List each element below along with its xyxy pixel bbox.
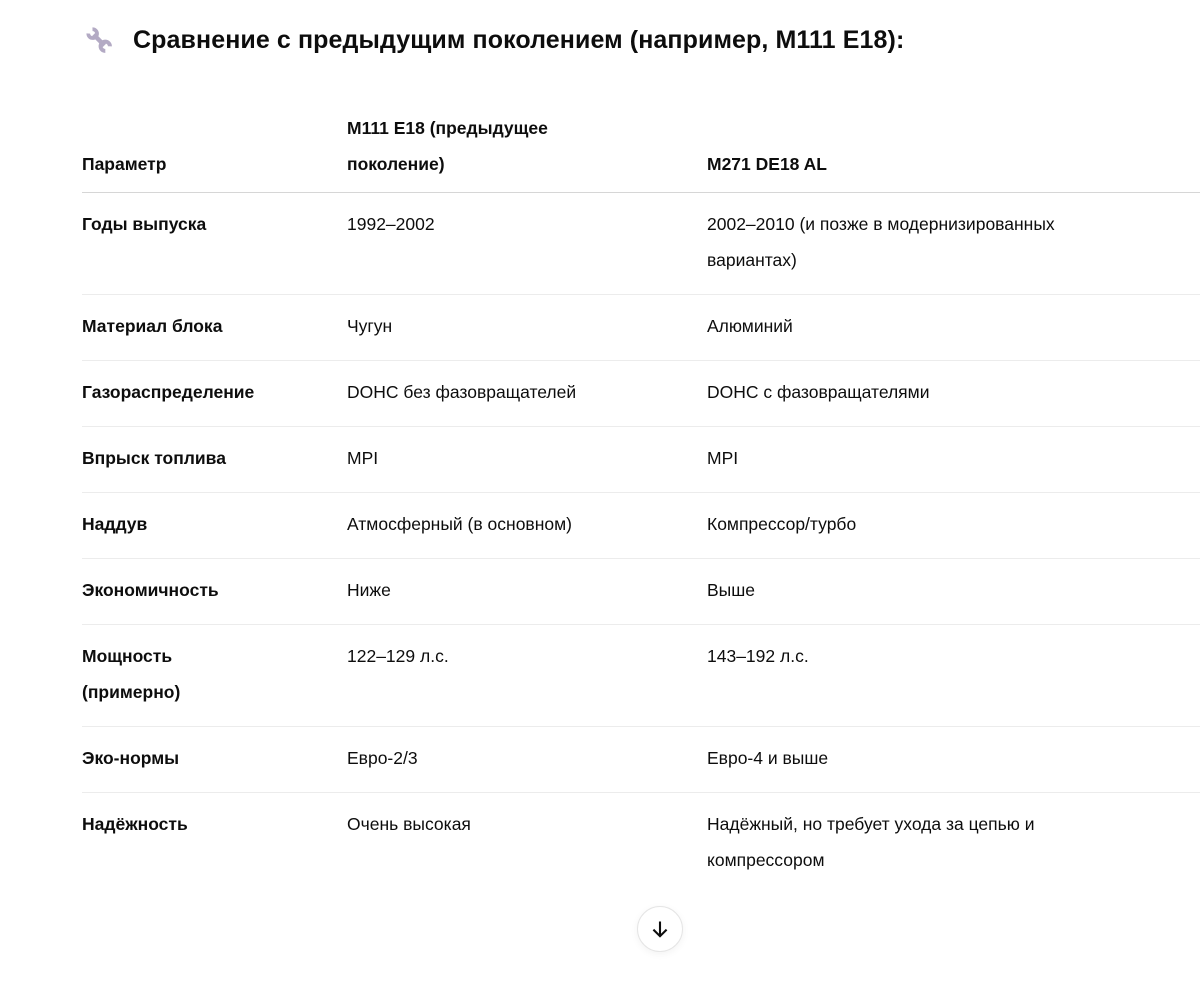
wrench-icon: [82, 23, 116, 57]
table-cell-m111: Ниже: [347, 580, 391, 600]
table-cell-m271: Надёжный, но требует ухода за цепью и компрессором: [707, 814, 1035, 870]
table-row: [82, 361, 1200, 427]
table-row: [82, 193, 1200, 295]
table-row: [82, 625, 1200, 727]
table-cell-parameter: Наддув: [82, 514, 148, 534]
table-cell-m271: MPI: [707, 448, 739, 468]
table-header-row: [82, 105, 1200, 193]
table-cell-parameter: Надёжность: [82, 814, 188, 834]
table-body: [82, 193, 1200, 894]
table-cell-m271: Алюминий: [707, 316, 793, 336]
table-cell-m271: DOHC с фазовращателями: [707, 382, 930, 402]
table-row: [82, 727, 1200, 793]
table-cell-m111: 122–129 л.с.: [347, 646, 449, 666]
table-row: [82, 493, 1200, 559]
section-heading: [82, 22, 1200, 58]
table-row: [82, 559, 1200, 625]
table-header-m271: M271 DE18 AL: [707, 154, 827, 174]
table-cell-m111: Чугун: [347, 316, 393, 336]
scroll-to-bottom-button[interactable]: [637, 906, 683, 952]
section-heading-text: Сравнение с предыдущим поколением (например, M111 E18):: [133, 26, 905, 54]
table-cell-parameter: Материал блока: [82, 316, 223, 336]
table-cell-m271: 2002–2010 (и позже в модернизированных вариантах): [707, 214, 1055, 270]
arrow-down-icon: [648, 917, 672, 941]
table-cell-parameter: Впрыск топлива: [82, 448, 226, 468]
table-cell-parameter: Мощность (примерно): [82, 646, 181, 702]
table-cell-parameter: Экономичность: [82, 580, 219, 600]
table-cell-m271: Компрессор/турбо: [707, 514, 857, 534]
table-header-parameter: Параметр: [82, 154, 167, 174]
table-row: [82, 427, 1200, 493]
table-row: [82, 295, 1200, 361]
table-cell-parameter: Годы выпуска: [82, 214, 207, 234]
table-cell-m111: Атмосферный (в основном): [347, 514, 572, 534]
table-cell-m111: Очень высокая: [347, 814, 471, 834]
table-cell-m111: 1992–2002: [347, 214, 435, 234]
comparison-table: [82, 105, 1200, 894]
table-cell-m271: 143–192 л.с.: [707, 646, 809, 666]
table-cell-m111: DOHC без фазовращателей: [347, 382, 577, 402]
table-cell-m271: Выше: [707, 580, 756, 600]
table-cell-m111: MPI: [347, 448, 379, 468]
table-cell-parameter: Газораспределение: [82, 382, 255, 402]
table-cell-m271: Евро-4 и выше: [707, 748, 829, 768]
table-cell-m111: Евро-2/3: [347, 748, 418, 768]
table-row: [82, 793, 1200, 894]
table-cell-parameter: Эко-нормы: [82, 748, 180, 768]
table-header-m111: M111 E18 (предыдущее поколение): [347, 118, 548, 174]
